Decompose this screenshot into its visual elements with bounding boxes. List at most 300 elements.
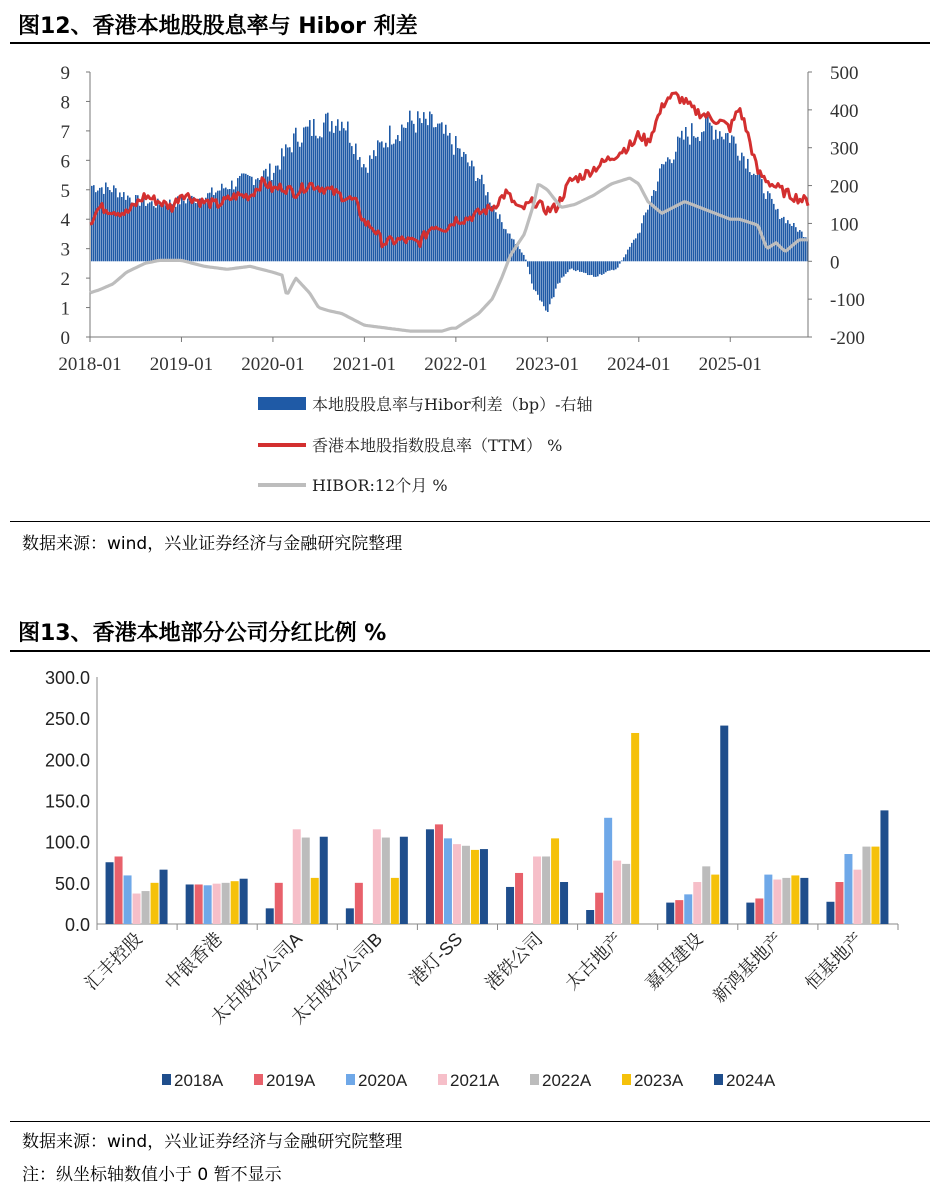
bar-2024A [400,837,408,924]
spread-bar [373,150,375,261]
bar-2020A [444,838,452,924]
spread-bar [735,144,737,262]
bar-2019A [595,893,603,924]
bar-2022A [702,866,710,924]
spread-bar [595,261,597,277]
spread-bar [159,205,161,261]
bar-2022A [542,856,550,924]
spread-bar [525,260,527,262]
spread-bar [157,199,159,262]
spread-bar [311,136,313,261]
spread-bar [369,155,371,261]
left-tick-label: 1 [60,298,70,320]
bar-2024A [720,726,728,924]
spread-bar [571,261,573,268]
spread-bar [627,250,629,262]
spread-bar [493,206,495,261]
spread-bar [527,261,529,267]
spread-bar [247,175,249,261]
spread-bar [583,261,585,272]
spread-bar [745,169,747,262]
spread-bar [731,135,733,261]
bar-2021A [773,880,781,924]
spread-bar [607,261,609,271]
bar-2024A [320,837,328,924]
bar-2020A [844,854,852,924]
spread-bar [797,232,799,262]
spread-bar [605,261,607,272]
spread-bar [615,261,617,269]
spread-bar [603,261,605,274]
right-tick-label: 400 [830,100,859,122]
y-tick-label: 50.0 [54,873,90,894]
spread-bar [707,117,709,262]
spread-bar [801,232,803,262]
spread-bar [107,187,109,261]
spread-bar [519,249,521,261]
bar-2020A [684,894,692,924]
spread-bar [437,124,439,262]
spread-bar [285,144,287,261]
spread-bar [591,261,593,275]
spread-bar [619,261,621,263]
spread-bar [543,261,545,306]
spread-bar [737,156,739,262]
spread-bar [319,136,321,261]
spread-bar [759,174,761,262]
legend-swatch-2024A [714,1074,723,1085]
spread-bar [121,197,123,261]
spread-bar [761,179,763,261]
spread-bar [213,195,215,261]
spread-bar [465,154,467,261]
y-tick-label: 200.0 [44,750,90,771]
spread-bar [725,133,727,261]
spread-bar [733,137,735,262]
bar-2024A [800,878,808,924]
spread-bar [401,125,403,262]
bar-2021A [453,844,461,924]
spread-bar [329,131,331,261]
spread-bar [577,261,579,270]
spread-bar [363,164,365,261]
spread-bar [219,191,221,262]
spread-bar [573,261,575,270]
spread-bar [317,138,319,261]
spread-bar [563,261,565,276]
spread-bar [467,162,469,261]
bar-2021A [293,829,301,924]
category-label: 恒基地产 [801,928,867,994]
spread-bar [751,175,753,261]
spread-bar [687,137,689,262]
bar-2023A [551,838,559,924]
spread-bar [457,148,459,261]
spread-bar [351,146,353,261]
spread-bar [785,223,787,261]
spread-bar [767,191,769,261]
left-tick-label: 4 [60,210,70,232]
spread-bar [303,127,305,261]
right-tick-label: 300 [830,138,859,160]
bar-2023A [391,878,399,924]
bar-2020A [764,875,772,924]
spread-bar [377,140,379,261]
spread-bar [799,230,801,261]
figure-13-bottom-rule [10,1121,930,1122]
spread-bar [441,122,443,261]
spread-bar [787,220,789,261]
spread-bar [535,261,537,291]
spread-bar [99,188,101,261]
spread-bar [275,166,277,262]
x-tick-label: 2019-01 [149,354,214,375]
spread-bar [479,179,481,261]
figure-12-title: 图12、香港本地股股息率与 Hibor 利差 [18,14,418,39]
spread-bar [647,210,649,262]
spread-bar [721,137,723,262]
x-tick-label: 2020-01 [241,354,305,375]
spread-bar [425,119,427,262]
bar-2021A [213,884,221,924]
spread-bar [193,197,195,261]
spread-bar [197,202,199,262]
spread-bar [593,261,595,277]
figure-13-title: 图13、香港本地部分公司分红比例 % [18,621,387,646]
spread-bar [433,127,435,261]
spread-bar [505,229,507,261]
spread-bar [175,207,177,261]
spread-bar [345,130,347,261]
spread-bar [277,166,279,262]
spread-bar [333,133,335,261]
spread-bar [599,261,601,274]
spread-bar [531,261,533,283]
spread-bar [131,202,133,261]
spread-bar [705,113,707,261]
spread-bar [673,159,675,261]
spread-bar [729,143,731,261]
spread-bar [429,112,431,262]
spread-bar [289,147,291,261]
spread-bar [365,167,367,261]
legend-swatch-2022A [530,1074,539,1085]
spread-bar [727,133,729,261]
spread-bar [657,182,659,262]
spread-bar [489,203,491,262]
spread-bar [315,136,317,262]
spread-bar [581,261,583,272]
spread-bar [151,201,153,261]
spread-bar [503,229,505,261]
spread-bar [153,206,155,261]
spread-bar [163,203,165,261]
spread-bar [713,140,715,262]
right-tick-label: 200 [830,176,859,198]
spread-bar [301,143,303,262]
spread-bar [481,175,483,261]
spread-bar [589,261,591,275]
spread-bar [111,192,113,261]
spread-bar [695,138,697,262]
spread-bar [343,128,345,261]
spread-bar [645,212,647,261]
spread-bar [173,204,175,261]
x-tick-label: 2023-01 [515,354,579,375]
spread-bar [499,214,501,261]
spread-bar [631,243,633,261]
category-label: 嘉里建设 [641,928,707,994]
spread-bar [521,253,523,262]
spread-bar [449,133,451,261]
right-tick-label: 100 [830,214,859,236]
spread-bar [537,261,539,294]
left-tick-label: 8 [60,92,70,114]
spread-bar [119,192,121,261]
spread-bar [623,257,625,261]
left-tick-label: 2 [60,269,70,291]
spread-bar [771,199,773,261]
spread-bar [145,206,147,261]
left-tick-label: 7 [60,121,70,143]
spread-bar [697,137,699,261]
spread-bar [613,261,615,270]
spread-bar [347,122,349,262]
spread-bar [241,173,243,261]
spread-bar [167,207,169,261]
bar-2018A [346,908,354,924]
spread-bar [711,126,713,262]
spread-bar [621,260,623,261]
spread-bar [655,191,657,261]
spread-bar [789,224,791,261]
bar-2022A [622,864,630,924]
category-label: 太古股份公司B [287,928,387,1028]
right-tick-label: 0 [830,252,840,274]
spread-bar [459,149,461,262]
bar-2018A [666,903,674,924]
left-tick-label: 0 [60,328,70,349]
y-tick-label: 100.0 [44,832,90,853]
spread-bar [455,136,457,261]
spread-bar [447,136,449,262]
legend-label: 2024A [726,1071,776,1090]
spread-bar [679,138,681,262]
figure-12-source: 数据来源：wind，兴业证券经济与金融研究院整理 [22,534,403,554]
spread-bar [639,233,641,262]
spread-bar [463,152,465,261]
spread-bar [557,261,559,283]
spread-bar [491,206,493,261]
spread-bar [389,126,391,262]
spread-bar [201,203,203,262]
spread-bar [191,196,193,261]
bar-2024A [880,810,888,924]
spread-bar [283,156,285,261]
legend-label: 2023A [634,1071,684,1090]
spread-bar [553,261,555,297]
bar-2020A [124,875,132,924]
spread-bar [353,154,355,261]
spread-bar [239,176,241,261]
spread-bar [609,261,611,270]
spread-bar [483,184,485,261]
spread-bar [117,197,119,261]
legend-label: 2020A [358,1071,408,1090]
spread-bar [699,141,701,261]
spread-bar [551,261,553,298]
spread-bar [749,172,751,261]
figure-13-note: 注：纵坐标轴数值小于 0 暂不显示 [22,1165,282,1185]
spread-bar [671,163,673,261]
bar-2021A [373,829,381,924]
bar-2022A [382,838,390,924]
spread-bar [629,247,631,261]
spread-bar [691,123,693,261]
spread-bar [777,209,779,261]
spread-bar [451,144,453,261]
spread-bar [439,123,441,261]
left-tick-label: 9 [60,63,70,84]
spread-bar [411,121,413,262]
spread-bar [559,261,561,283]
spread-bar [643,215,645,261]
spread-bar [597,261,599,276]
spread-bar [637,233,639,261]
legend-spread-label: 本地股股息率与Hibor利差（bp）-右轴 [312,395,593,414]
bar-2022A [302,838,310,924]
spread-bar [237,178,239,261]
spread-bar [203,203,205,261]
spread-bar [161,207,163,261]
spread-bar [127,196,129,262]
spread-bar [195,203,197,261]
spread-bar [321,137,323,261]
spread-bar [187,199,189,262]
x-tick-label: 2025-01 [698,354,762,375]
bar-2023A [871,847,879,924]
spread-bar [681,131,683,261]
spread-bar [367,173,369,261]
spread-bar [747,159,749,261]
bar-2024A [240,879,248,924]
bar-2019A [115,856,123,924]
bar-2019A [755,898,763,924]
bar-2023A [151,883,159,924]
spread-bar [717,139,719,261]
y-tick-label: 150.0 [44,791,90,812]
spread-bar [579,261,581,272]
left-tick-label: 5 [60,180,70,202]
spread-bar [693,136,695,261]
spread-bar [611,261,613,270]
spread-bar [495,212,497,261]
spread-bar [181,196,183,261]
figure-13-source: 数据来源：wind，兴业证券经济与金融研究院整理 [22,1132,403,1152]
legend-swatch-2023A [622,1074,631,1085]
category-label: 汇丰控股 [80,928,146,994]
left-tick-label: 3 [60,239,70,261]
spread-bar [205,198,207,262]
y-tick-label: 0.0 [64,915,90,935]
legend-swatch-2019A [254,1074,263,1085]
spread-bar [685,127,687,261]
bar-2023A [471,850,479,924]
spread-bar [371,159,373,261]
spread-bar [477,178,479,261]
spread-bar [635,238,637,261]
spread-bar [585,261,587,273]
legend-label: 2019A [266,1071,316,1090]
spread-bar [775,210,777,262]
spread-bar [765,199,767,261]
category-label: 太古地产 [561,928,627,994]
spread-bar [269,164,271,262]
bar-2024A [560,882,568,924]
spread-bar [287,148,289,262]
left-tick-label: 6 [60,151,70,173]
spread-bar [245,174,247,261]
spread-bar [633,240,635,262]
spread-bar [719,131,721,261]
spread-bar [297,142,299,262]
y-tick-label: 250.0 [44,709,90,730]
spread-bar [453,155,455,262]
bar-2022A [782,878,790,924]
spread-bar [723,139,725,261]
bar-2021A [693,882,701,924]
bar-2023A [631,733,639,924]
legend-hibor-label: HIBOR:12个月 % [312,476,448,495]
spread-bar [757,175,759,262]
spread-bar [259,180,261,261]
bar-2023A [791,875,799,924]
bar-2021A [533,856,541,924]
bar-2018A [506,887,514,924]
spread-bar [113,185,115,261]
spread-bar [471,161,473,262]
category-label: 港灯-SS [405,928,467,990]
x-tick-label: 2022-01 [424,354,488,375]
spread-bar [427,125,429,261]
spread-bar [773,204,775,261]
bar-2021A [133,894,141,924]
spread-bar [703,131,705,261]
legend-swatch-2018A [162,1074,171,1085]
spread-bar [649,204,651,261]
spread-bar [123,192,125,261]
spread-bar [445,125,447,262]
bar-2023A [231,881,239,924]
bar-2018A [746,903,754,924]
bar-2021A [853,870,861,924]
figure-12-bottom-rule [10,521,930,522]
spread-bar [177,196,179,261]
spread-bar [587,261,589,275]
bar-2022A [142,891,150,924]
spread-bar [625,254,627,261]
spread-bar [399,141,401,261]
spread-bar [243,173,245,261]
bar-2020A [604,818,612,924]
spread-bar [251,177,253,262]
category-label: 太古股份公司A [207,928,307,1028]
spread-bar [307,127,309,262]
bar-2024A [160,870,168,924]
spread-bar [569,261,571,269]
spread-bar [533,261,535,289]
spread-bar [267,177,269,262]
